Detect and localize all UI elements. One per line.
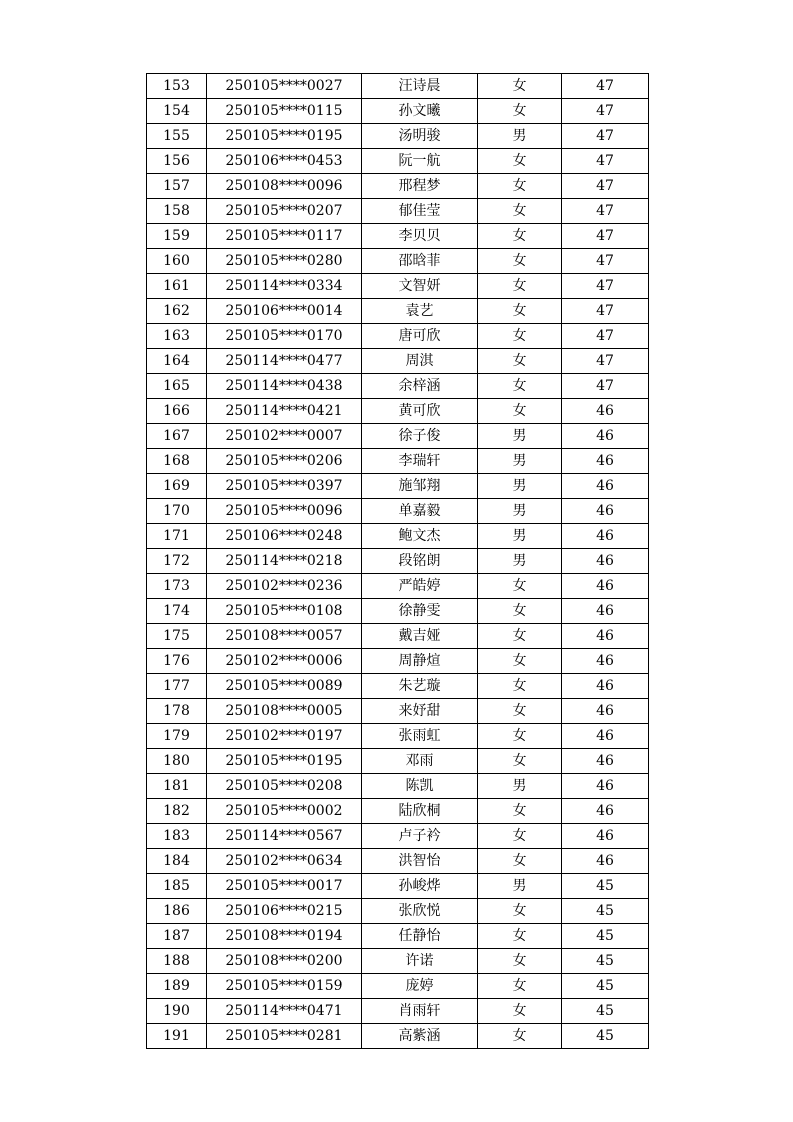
gender-cell: 男 [478, 874, 562, 899]
table-row [147, 74, 649, 99]
table-row [147, 649, 649, 674]
name-cell: 徐子俊 [362, 424, 478, 449]
gender-cell: 男 [478, 774, 562, 799]
table-row [147, 149, 649, 174]
table-row [147, 324, 649, 349]
gender-cell: 女 [478, 724, 562, 749]
name-cell: 庞婷 [362, 974, 478, 999]
name-cell: 周淇 [362, 349, 478, 374]
id-number-cell: 250105****0207 [207, 199, 362, 224]
id-number-cell: 250106****0453 [207, 149, 362, 174]
row-number-cell: 155 [147, 124, 207, 149]
gender-cell: 女 [478, 349, 562, 374]
gender-cell: 女 [478, 624, 562, 649]
row-number-cell: 154 [147, 99, 207, 124]
name-cell: 洪智怡 [362, 849, 478, 874]
score-cell: 47 [562, 149, 649, 174]
row-number-cell: 182 [147, 799, 207, 824]
gender-cell: 女 [478, 374, 562, 399]
row-number-cell: 186 [147, 899, 207, 924]
name-cell: 段铭朗 [362, 549, 478, 574]
id-number-cell: 250105****0159 [207, 974, 362, 999]
gender-cell: 女 [478, 999, 562, 1024]
gender-cell: 女 [478, 924, 562, 949]
gender-cell: 女 [478, 849, 562, 874]
row-number-cell: 190 [147, 999, 207, 1024]
id-number-cell: 250102****0006 [207, 649, 362, 674]
row-number-cell: 174 [147, 599, 207, 624]
id-number-cell: 250106****0215 [207, 899, 362, 924]
table-row [147, 624, 649, 649]
name-cell: 阮一航 [362, 149, 478, 174]
score-cell: 46 [562, 724, 649, 749]
id-number-cell: 250108****0194 [207, 924, 362, 949]
id-number-cell: 250114****0421 [207, 399, 362, 424]
name-cell: 文智妍 [362, 274, 478, 299]
score-cell: 46 [562, 849, 649, 874]
score-cell: 47 [562, 374, 649, 399]
score-cell: 46 [562, 699, 649, 724]
id-number-cell: 250105****0115 [207, 99, 362, 124]
table-row [147, 724, 649, 749]
table-row [147, 974, 649, 999]
score-cell: 47 [562, 174, 649, 199]
table-row [147, 174, 649, 199]
gender-cell: 男 [478, 424, 562, 449]
name-cell: 张欣悦 [362, 899, 478, 924]
student-score-table [146, 73, 649, 1049]
id-number-cell: 250114****0218 [207, 549, 362, 574]
gender-cell: 女 [478, 599, 562, 624]
row-number-cell: 159 [147, 224, 207, 249]
row-number-cell: 161 [147, 274, 207, 299]
row-number-cell: 180 [147, 749, 207, 774]
name-cell: 汤明骏 [362, 124, 478, 149]
gender-cell: 女 [478, 699, 562, 724]
table-row [147, 124, 649, 149]
name-cell: 来妤甜 [362, 699, 478, 724]
score-cell: 47 [562, 249, 649, 274]
row-number-cell: 153 [147, 74, 207, 99]
gender-cell: 女 [478, 399, 562, 424]
row-number-cell: 177 [147, 674, 207, 699]
table-row [147, 924, 649, 949]
gender-cell: 女 [478, 299, 562, 324]
name-cell: 陈凯 [362, 774, 478, 799]
gender-cell: 男 [478, 499, 562, 524]
id-number-cell: 250102****0197 [207, 724, 362, 749]
row-number-cell: 178 [147, 699, 207, 724]
name-cell: 戴吉娅 [362, 624, 478, 649]
table-row [147, 774, 649, 799]
score-cell: 47 [562, 324, 649, 349]
name-cell: 唐可欣 [362, 324, 478, 349]
row-number-cell: 156 [147, 149, 207, 174]
id-number-cell: 250105****0208 [207, 774, 362, 799]
table-row [147, 349, 649, 374]
table-row [147, 599, 649, 624]
table-row [147, 574, 649, 599]
score-cell: 47 [562, 224, 649, 249]
row-number-cell: 158 [147, 199, 207, 224]
row-number-cell: 176 [147, 649, 207, 674]
gender-cell: 女 [478, 199, 562, 224]
name-cell: 郁佳莹 [362, 199, 478, 224]
table-row [147, 549, 649, 574]
row-number-cell: 160 [147, 249, 207, 274]
name-cell: 卢子衿 [362, 824, 478, 849]
id-number-cell: 250105****0017 [207, 874, 362, 899]
score-cell: 45 [562, 924, 649, 949]
id-number-cell: 250108****0096 [207, 174, 362, 199]
id-number-cell: 250105****0117 [207, 224, 362, 249]
table-row [147, 874, 649, 899]
row-number-cell: 168 [147, 449, 207, 474]
name-cell: 肖雨轩 [362, 999, 478, 1024]
gender-cell: 女 [478, 649, 562, 674]
table-row [147, 449, 649, 474]
score-cell: 46 [562, 799, 649, 824]
row-number-cell: 164 [147, 349, 207, 374]
id-number-cell: 250102****0007 [207, 424, 362, 449]
score-cell: 47 [562, 124, 649, 149]
row-number-cell: 187 [147, 924, 207, 949]
name-cell: 施邹翔 [362, 474, 478, 499]
row-number-cell: 165 [147, 374, 207, 399]
name-cell: 余梓涵 [362, 374, 478, 399]
id-number-cell: 250105****0108 [207, 599, 362, 624]
gender-cell: 女 [478, 99, 562, 124]
name-cell: 孙文曦 [362, 99, 478, 124]
score-cell: 46 [562, 549, 649, 574]
name-cell: 陆欣桐 [362, 799, 478, 824]
score-cell: 47 [562, 349, 649, 374]
id-number-cell: 250105****0195 [207, 749, 362, 774]
name-cell: 李贝贝 [362, 224, 478, 249]
score-cell: 47 [562, 99, 649, 124]
name-cell: 朱艺璇 [362, 674, 478, 699]
table-row [147, 699, 649, 724]
table-row [147, 1024, 649, 1049]
score-cell: 46 [562, 749, 649, 774]
id-number-cell: 250105****0170 [207, 324, 362, 349]
id-number-cell: 250105****0089 [207, 674, 362, 699]
score-cell: 45 [562, 899, 649, 924]
score-cell: 46 [562, 499, 649, 524]
id-number-cell: 250105****0195 [207, 124, 362, 149]
name-cell: 黄可欣 [362, 399, 478, 424]
table-row [147, 424, 649, 449]
table-row [147, 674, 649, 699]
gender-cell: 女 [478, 249, 562, 274]
name-cell: 单嘉毅 [362, 499, 478, 524]
id-number-cell: 250114****0438 [207, 374, 362, 399]
id-number-cell: 250105****0397 [207, 474, 362, 499]
gender-cell: 女 [478, 174, 562, 199]
row-number-cell: 166 [147, 399, 207, 424]
table-row [147, 249, 649, 274]
score-cell: 45 [562, 1024, 649, 1049]
id-number-cell: 250105****0002 [207, 799, 362, 824]
score-cell: 46 [562, 649, 649, 674]
table-row [147, 374, 649, 399]
id-number-cell: 250102****0236 [207, 574, 362, 599]
id-number-cell: 250105****0281 [207, 1024, 362, 1049]
name-cell: 邓雨 [362, 749, 478, 774]
table-row [147, 99, 649, 124]
table-row [147, 749, 649, 774]
score-cell: 45 [562, 874, 649, 899]
table-row [147, 499, 649, 524]
name-cell: 许诺 [362, 949, 478, 974]
score-cell: 46 [562, 524, 649, 549]
gender-cell: 男 [478, 524, 562, 549]
row-number-cell: 169 [147, 474, 207, 499]
table-row [147, 399, 649, 424]
name-cell: 张雨虹 [362, 724, 478, 749]
table-row [147, 199, 649, 224]
gender-cell: 女 [478, 824, 562, 849]
score-cell: 47 [562, 274, 649, 299]
table-row [147, 524, 649, 549]
gender-cell: 男 [478, 549, 562, 574]
id-number-cell: 250114****0567 [207, 824, 362, 849]
name-cell: 汪诗晨 [362, 74, 478, 99]
table-row [147, 224, 649, 249]
score-cell: 46 [562, 674, 649, 699]
table-row [147, 799, 649, 824]
score-cell: 46 [562, 449, 649, 474]
score-cell: 46 [562, 474, 649, 499]
score-cell: 45 [562, 999, 649, 1024]
table-row [147, 849, 649, 874]
id-number-cell: 250106****0014 [207, 299, 362, 324]
score-cell: 47 [562, 199, 649, 224]
table-body [147, 74, 649, 1049]
score-cell: 47 [562, 299, 649, 324]
name-cell: 李瑞轩 [362, 449, 478, 474]
id-number-cell: 250114****0334 [207, 274, 362, 299]
score-cell: 46 [562, 824, 649, 849]
score-cell: 46 [562, 624, 649, 649]
name-cell: 周静煊 [362, 649, 478, 674]
row-number-cell: 175 [147, 624, 207, 649]
score-cell: 45 [562, 949, 649, 974]
name-cell: 任静怡 [362, 924, 478, 949]
id-number-cell: 250108****0005 [207, 699, 362, 724]
id-number-cell: 250105****0027 [207, 74, 362, 99]
row-number-cell: 185 [147, 874, 207, 899]
row-number-cell: 183 [147, 824, 207, 849]
row-number-cell: 172 [147, 549, 207, 574]
name-cell: 严皓婷 [362, 574, 478, 599]
row-number-cell: 189 [147, 974, 207, 999]
gender-cell: 女 [478, 1024, 562, 1049]
gender-cell: 女 [478, 324, 562, 349]
row-number-cell: 179 [147, 724, 207, 749]
score-cell: 46 [562, 424, 649, 449]
gender-cell: 男 [478, 449, 562, 474]
name-cell: 邢程梦 [362, 174, 478, 199]
table-row [147, 474, 649, 499]
name-cell: 高紫涵 [362, 1024, 478, 1049]
gender-cell: 女 [478, 949, 562, 974]
score-cell: 47 [562, 74, 649, 99]
gender-cell: 女 [478, 799, 562, 824]
id-number-cell: 250105****0096 [207, 499, 362, 524]
table-row [147, 299, 649, 324]
gender-cell: 女 [478, 974, 562, 999]
table-row [147, 274, 649, 299]
table-row [147, 999, 649, 1024]
gender-cell: 女 [478, 749, 562, 774]
gender-cell: 女 [478, 74, 562, 99]
id-number-cell: 250114****0471 [207, 999, 362, 1024]
id-number-cell: 250108****0200 [207, 949, 362, 974]
row-number-cell: 188 [147, 949, 207, 974]
gender-cell: 女 [478, 574, 562, 599]
gender-cell: 女 [478, 274, 562, 299]
row-number-cell: 163 [147, 324, 207, 349]
gender-cell: 男 [478, 124, 562, 149]
row-number-cell: 170 [147, 499, 207, 524]
row-number-cell: 181 [147, 774, 207, 799]
row-number-cell: 171 [147, 524, 207, 549]
id-number-cell: 250105****0280 [207, 249, 362, 274]
score-cell: 46 [562, 599, 649, 624]
id-number-cell: 250114****0477 [207, 349, 362, 374]
name-cell: 邵晗菲 [362, 249, 478, 274]
name-cell: 鲍文杰 [362, 524, 478, 549]
table-row [147, 824, 649, 849]
gender-cell: 女 [478, 149, 562, 174]
score-cell: 46 [562, 774, 649, 799]
table-row [147, 949, 649, 974]
row-number-cell: 191 [147, 1024, 207, 1049]
score-cell: 46 [562, 399, 649, 424]
row-number-cell: 162 [147, 299, 207, 324]
gender-cell: 男 [478, 474, 562, 499]
row-number-cell: 184 [147, 849, 207, 874]
id-number-cell: 250106****0248 [207, 524, 362, 549]
id-number-cell: 250108****0057 [207, 624, 362, 649]
score-cell: 45 [562, 974, 649, 999]
row-number-cell: 173 [147, 574, 207, 599]
name-cell: 袁艺 [362, 299, 478, 324]
table-row [147, 899, 649, 924]
id-number-cell: 250105****0206 [207, 449, 362, 474]
gender-cell: 女 [478, 899, 562, 924]
gender-cell: 女 [478, 224, 562, 249]
row-number-cell: 157 [147, 174, 207, 199]
score-cell: 46 [562, 574, 649, 599]
row-number-cell: 167 [147, 424, 207, 449]
gender-cell: 女 [478, 674, 562, 699]
name-cell: 孙峻烨 [362, 874, 478, 899]
name-cell: 徐静雯 [362, 599, 478, 624]
id-number-cell: 250102****0634 [207, 849, 362, 874]
